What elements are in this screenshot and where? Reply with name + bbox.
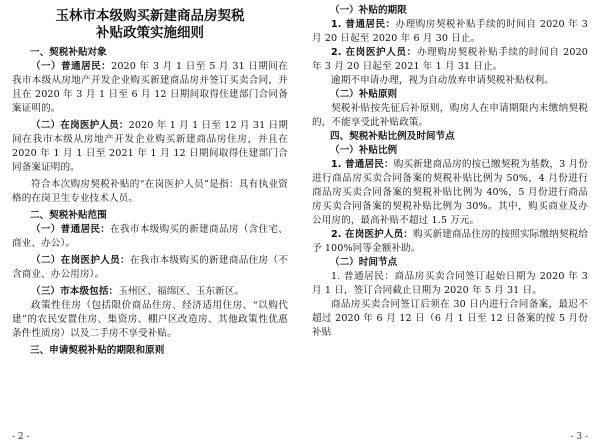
paragraph-medical-definition: 符合本次购房契税补贴的“在岗医护人员”是指：具有执业资格的在岗卫生专业技术人员。 [12, 179, 288, 204]
title-line-1: 玉林市本级购买新建商品房契税 [55, 8, 245, 24]
text-ratio-medical: 购买新建商品住房的按照实际缴纳契税给予 100%同等金额补助。 [312, 229, 588, 254]
paragraph-medical-staff [12, 119, 288, 175]
text-period-residents: 办理购房契税补贴手续的时间自 2020 年 3 月 20 日起至 2020 年 6 月 30 日止。 [312, 19, 588, 44]
section-heading-2: 二、契税补贴范围 [30, 210, 107, 221]
paragraph-period-medical [312, 46, 588, 74]
text-ordinary-residents: 2020 年 3 月 1 日至 5 月 31 日期间在我市本级从房地产开发企业购买新建商品房并签订买卖合同，并且在 2020 年 3 月 1 日至 6 月 12 日期间取得住建部门合同备案证明的。 [12, 61, 288, 114]
text-city-districts: 玉州区、福绵区、玉东新区。 [118, 286, 245, 297]
text-medical-staff: 2020 年 1 月 1 日至 12 月 31 日期间在我市本级从房地产开发企业购买新建商品房住房，并且在 2020 年 1 月 1 日至 2021 年 1 月 12 日期间取得住建部门合同备案证明的。 [12, 120, 288, 173]
subheading-ratio: （一）补贴比例 [330, 145, 398, 156]
paragraph-excluded-housing: 政策性住房（包括限价商品住房、经济适用住房、“以购代建”的农民安置住房、集资房、棚户区改造房、其他政策性优惠条件性质房）以及二手房不享受补贴。 [12, 300, 288, 339]
text-ratio-residents: 购买新建商品房的按已缴契税为基数，3 月份进行商品房买卖合同备案的契税补贴比例为 50%，4 月份进行商品房买卖合同备案的契税补贴比例为 40%，5 月份进行商品房买卖合同备案的契税补贴比例为 30%。其中，购买商业及办公用房的，最高补贴不超过 1.5 万元。 [312, 159, 588, 226]
title-line-2: 补贴政策实施细则 [96, 25, 204, 41]
text-period-medical: 办理购房契税补贴手续的时间自 2020 年 3 月 20 日起至 2021 年 1 月 31 日止。 [312, 47, 588, 72]
paragraph-scope-residents [12, 223, 288, 251]
section-heading-1: 一、契税补贴对象 [30, 47, 107, 58]
label-period-residents: 1. 普通居民： [331, 19, 396, 30]
paragraph-scope-medical [12, 254, 288, 282]
label-scope-medical: （二）在岗医护人员： [31, 255, 130, 266]
page-right [300, 0, 600, 446]
text-scope-medical: 在我市本级购买的新建商品住房（不含商业、办公用房）。 [12, 255, 288, 280]
section-heading-4: 四、契税补贴比例及时间节点 [330, 131, 455, 142]
subheading-period: （一）补贴的期限 [330, 5, 407, 16]
label-ratio-residents: 1. 普通居民： [331, 159, 394, 170]
paragraph-ordinary-residents [12, 60, 288, 116]
label-ordinary-residents: （一）普通居民： [31, 61, 112, 72]
document-title [12, 8, 288, 42]
text-scope-residents: 在我市本级购买的新建商品房（含住宅、商业、办公）。 [12, 224, 288, 249]
paragraph-timeline-residents: 1. 普通居民：商品房买卖合同签订起始日期为 2020 年 3 月 1 日，签订合同截止日期为 2020 年 5 月 31 日。 [312, 271, 588, 296]
label-medical-staff: （二）在岗医护人员： [31, 120, 129, 131]
page-number-right: - 3 - [570, 432, 588, 442]
subheading-timeline: （二）时间节点 [330, 257, 398, 268]
label-ratio-medical: 2. 在岗医护人员： [331, 229, 414, 240]
paragraph-period-residents [312, 18, 588, 46]
paragraph-principle: 契税补贴按先征后补原则，购房人在申请期限内未缴纳契税的，不能享受此补贴政策。 [312, 103, 588, 128]
label-period-medical: 2. 在岗医护人员： [331, 47, 417, 58]
paragraph-city-districts [12, 285, 288, 299]
page-number-left: - 2 - [12, 432, 30, 442]
subheading-principle: （二）补贴原则 [330, 89, 398, 100]
label-scope-residents: （一）普通居民： [31, 224, 111, 235]
paragraph-timeline-filing: 商品房买卖合同签订后须在 30 日内进行合同备案，最迟不超过 2020 年 6 月 12 日（6 月 1 日至 12 日备案的按 5 月份补贴 [312, 299, 588, 338]
paragraph-overdue: 逾期不申请办理，视为自动放弃申请契税补贴权利。 [331, 75, 554, 86]
section-heading-3: 三、申请契税补贴的期限和原则 [30, 345, 165, 356]
paragraph-ratio-medical [312, 228, 588, 256]
label-city-districts: （三）市本级包括： [31, 286, 119, 297]
paragraph-ratio-residents [312, 158, 588, 228]
